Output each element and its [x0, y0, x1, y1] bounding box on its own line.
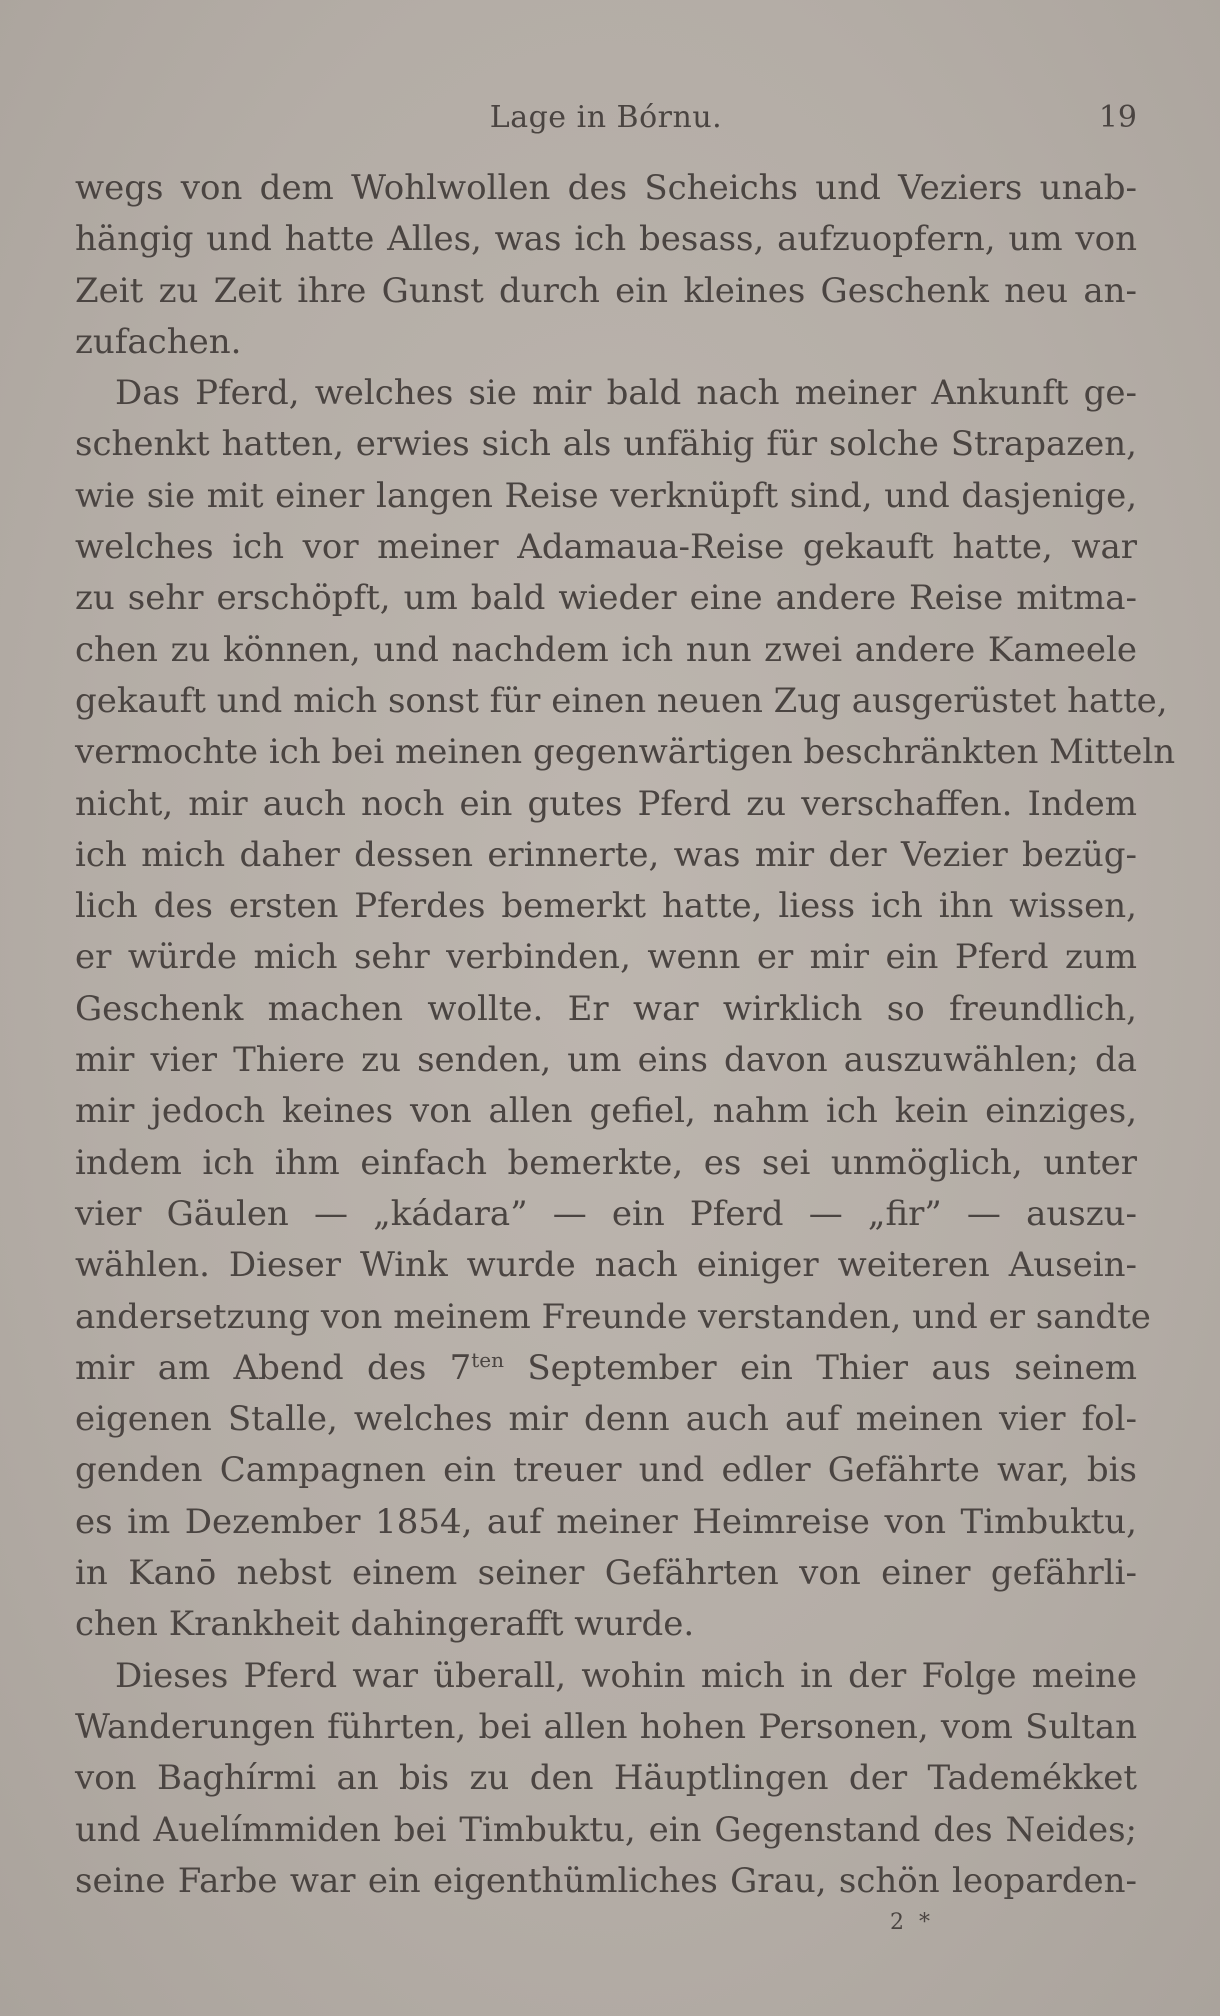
text-line: Wanderungen führten, bei allen hohen Personen, vom Sultan — [75, 1706, 1137, 1747]
text-line: eigenen Stalle, welches mir denn auch auf meinen vier fol- — [75, 1399, 1137, 1440]
text-line: wie sie mit einer langen Reise verknüpft sind, und dasjenige, — [75, 475, 1137, 516]
text-line: von Baghírmi an bis zu den Häuptlingen der Tademékket — [75, 1758, 1137, 1799]
text-line: ich mich daher dessen erinnerte, was mir der Vezier bezüg- — [75, 834, 1137, 875]
body-text — [75, 163, 1176, 1907]
text-line: mir jedoch keines von allen gefiel, nahm ich kein einziges, — [75, 1091, 1137, 1132]
text-line: nicht, mir auch noch ein gutes Pferd zu verschaffen. Indem — [75, 783, 1137, 824]
paragraph-first-line: Dieses Pferd war überall, wohin mich in der Folge meine — [115, 1655, 1137, 1696]
text-line: chen zu können, und nachdem ich nun zwei andere Kameele — [75, 629, 1137, 670]
page-header — [75, 100, 1137, 150]
page-number: 19 — [1098, 100, 1137, 135]
text-line-with-superscript — [75, 1343, 1137, 1394]
text-line: genden Campagnen ein treuer und edler Gefährte war, bis — [75, 1450, 1137, 1491]
text-line: indem ich ihm einfach bemerkte, es sei unmöglich, unter — [75, 1142, 1137, 1183]
text-line: zufachen. — [75, 321, 242, 362]
text-line: wegs von dem Wohlwollen des Scheichs und Veziers unab- — [75, 168, 1137, 208]
text-line: seine Farbe war ein eigenthümliches Grau, schön leoparden- — [75, 1860, 1137, 1901]
text-line: vier Gäulen — „kádara” — ein Pferd — „fir” — auszu- — [75, 1193, 1137, 1234]
text-line: Geschenk machen wollte. Er war wirklich so freundlich, — [75, 988, 1137, 1029]
ordinal-superscript: ten — [471, 1347, 504, 1372]
text-line: vermochte ich bei meinen gegenwärtigen beschränkten Mitteln — [75, 732, 1176, 773]
text-line: in Kanō nebst einem seiner Gefährten von einer gefährli- — [75, 1553, 1137, 1594]
signature-mark: 2 * — [890, 1910, 934, 1935]
text-line: gekauft und mich sonst für einen neuen Zug ausgerüstet hatte, — [75, 680, 1168, 721]
paragraph-first-line: Das Pferd, welches sie mir bald nach meiner Ankunft ge- — [115, 373, 1137, 414]
text-line: andersetzung von meinem Freunde verstanden, und er sandte — [75, 1296, 1151, 1337]
line-segment: September ein Thier aus seinem — [504, 1347, 1137, 1388]
text-line: hängig und hatte Alles, was ich besass, aufzuopfern, um von — [75, 219, 1137, 260]
text-line: mir vier Thiere zu senden, um eins davon auszuwählen; da — [75, 1040, 1137, 1081]
text-line: zu sehr erschöpft, um bald wieder eine andere Reise mitma- — [75, 578, 1137, 619]
text-line: lich des ersten Pferdes bemerkt hatte, liess ich ihn wissen, — [75, 886, 1137, 927]
text-line: Zeit zu Zeit ihre Gunst durch ein kleines Geschenk neu an- — [75, 270, 1137, 311]
running-head: Lage in Bórnu. — [489, 100, 723, 135]
text-line: welches ich vor meiner Adamaua-Reise gekauft hatte, war — [75, 527, 1137, 568]
text-line: es im Dezember 1854, auf meiner Heimreise von Timbuktu, — [75, 1501, 1137, 1542]
text-line: wählen. Dieser Wink wurde nach einiger weiteren Ausein- — [75, 1245, 1137, 1286]
text-line: und Auelímmiden bei Timbuktu, ein Gegenstand des Neides; — [75, 1809, 1137, 1850]
text-line: chen Krankheit dahingerafft wurde. — [75, 1604, 695, 1645]
text-line: er würde mich sehr verbinden, wenn er mir ein Pferd zum — [75, 937, 1137, 978]
line-segment: mir am Abend des 7 — [75, 1347, 472, 1388]
text-line: schenkt hatten, erwies sich als unfähig für solche Strapazen, — [75, 424, 1137, 465]
